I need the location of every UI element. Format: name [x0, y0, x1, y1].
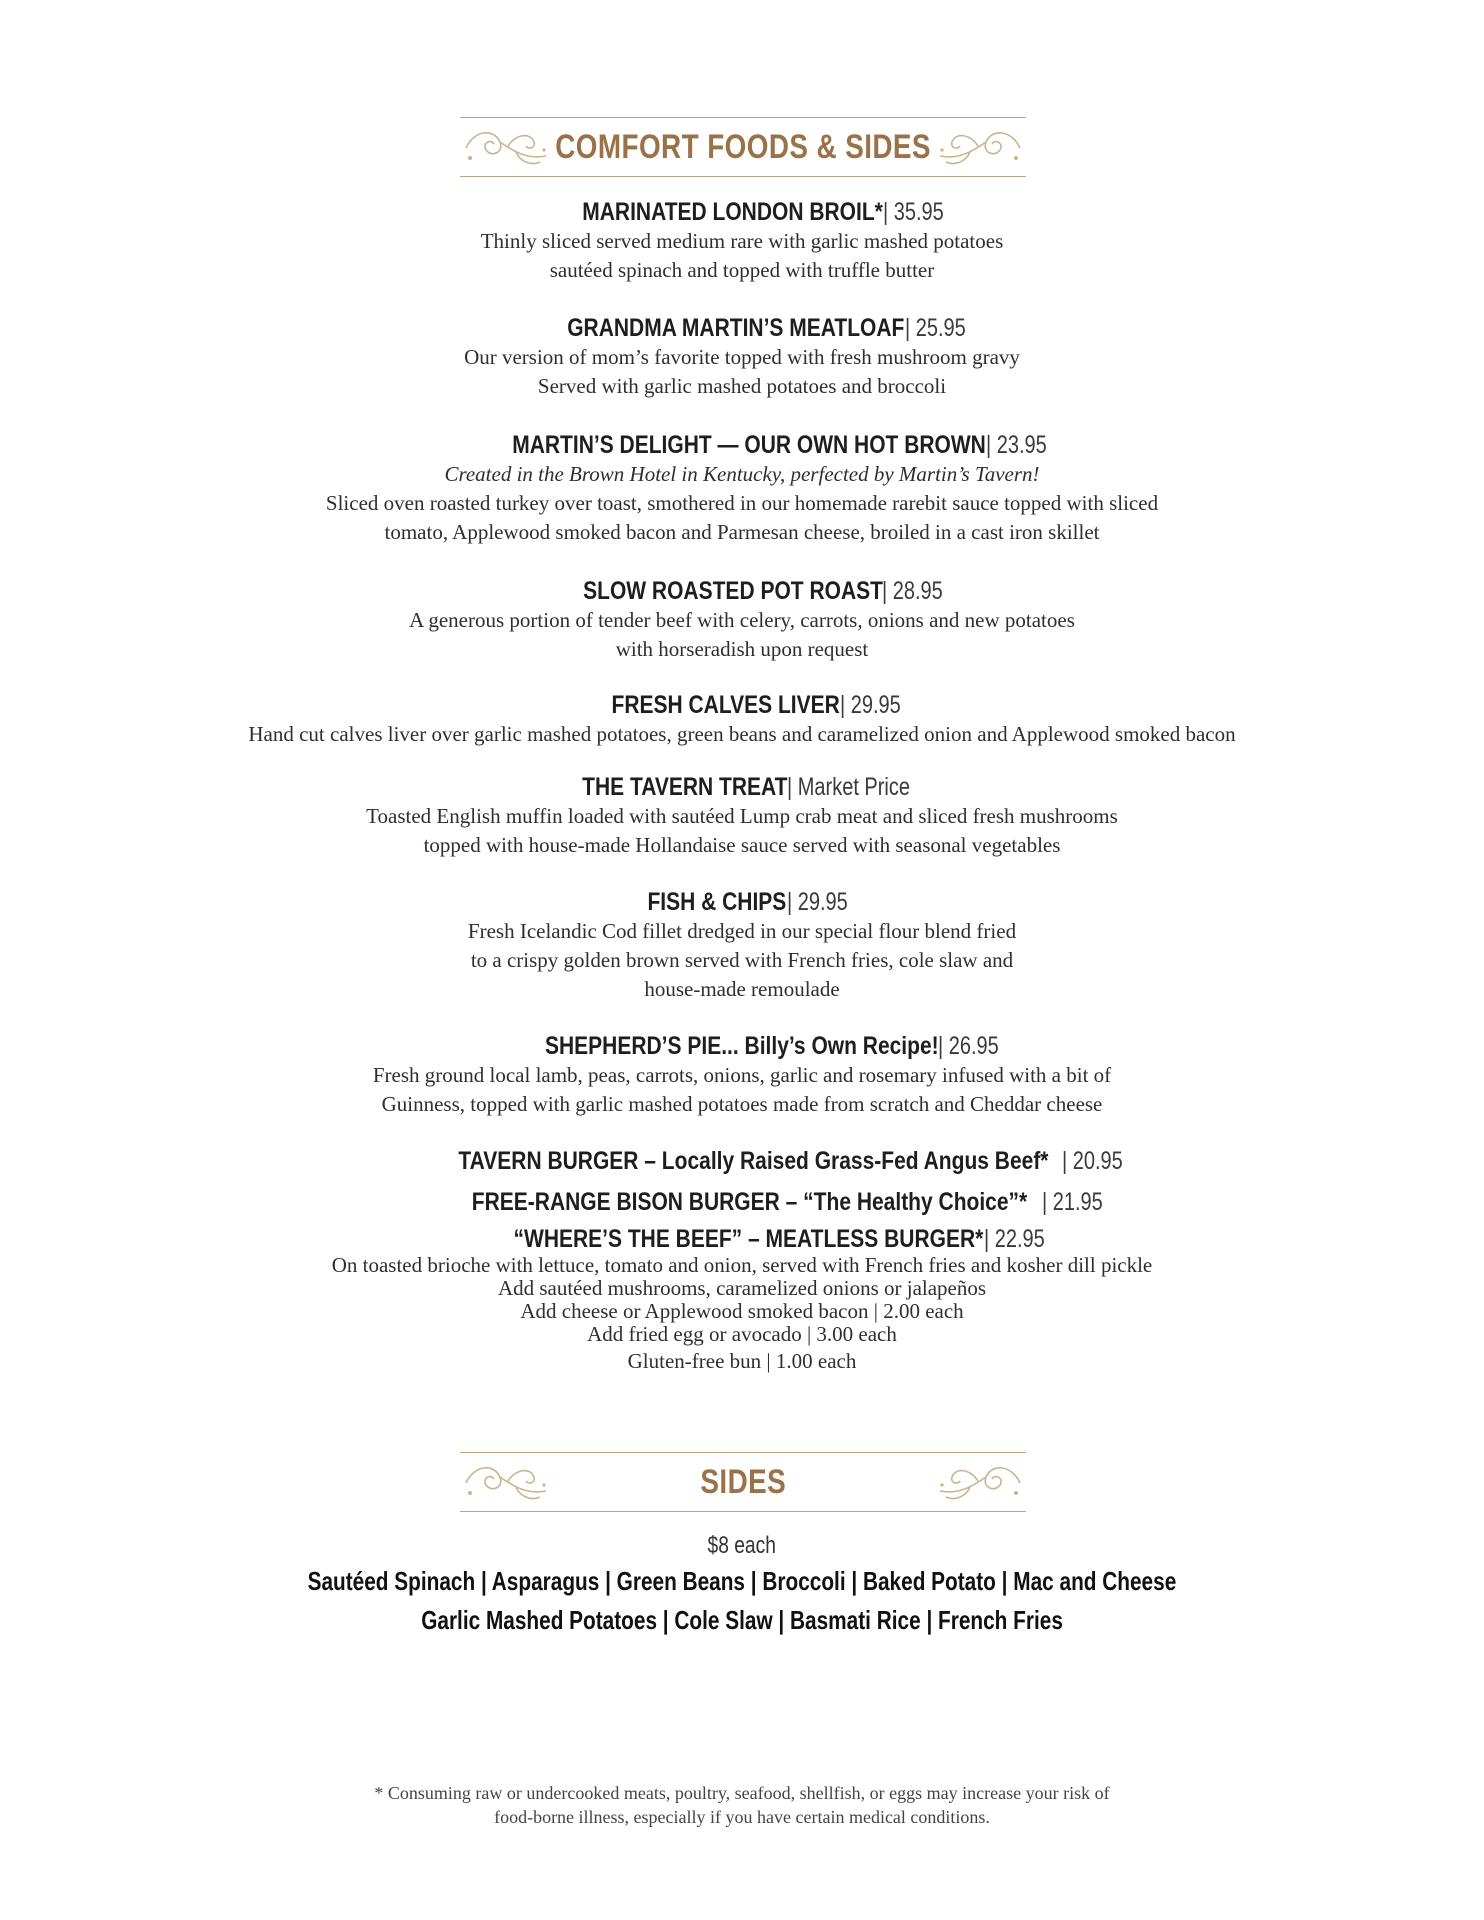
sides-section-title: SIDES: [700, 1462, 786, 1501]
item-price: | 28.95: [882, 577, 944, 605]
item-price: | 20.95: [1062, 1147, 1124, 1175]
flourish-ornament-icon: [934, 1455, 1026, 1507]
item-tagline: Created in the Brown Hotel in Kentucky, perfected by Martin’s Tavern!: [444, 462, 1040, 486]
menu-item: [0, 430, 1484, 547]
item-description: Guinness, topped with garlic mashed potatoes made from scratch and Cheddar cheese: [381, 1092, 1103, 1116]
footnote-line: food-borne illness, especially if you have certain medical conditions.: [494, 1807, 990, 1827]
burger-addon: Add cheese or Applewood smoked bacon | 2.00 each: [520, 1299, 964, 1323]
item-price: | 25.95: [904, 314, 966, 342]
comfort-section-title: COMFORT FOODS & SIDES: [555, 127, 931, 166]
item-description: Fresh ground local lamb, peas, carrots, onions, garlic and rosemary infused with a bit of: [372, 1063, 1112, 1087]
item-description: Hand cut calves liver over garlic mashed potatoes, green beans and caramelized onion and Applewood smoked bacon: [248, 722, 1236, 746]
item-name: GRANDMA MARTIN’S MEATLOAF: [567, 314, 905, 342]
item-description: Our version of mom’s favorite topped with fresh mushroom gravy: [464, 345, 1020, 369]
item-price: | 29.95: [786, 888, 848, 916]
item-name: MARINATED LONDON BROIL*: [582, 198, 883, 226]
menu-item: [0, 313, 1484, 401]
item-name: FRESH CALVES LIVER: [611, 691, 840, 719]
item-description: sautéed spinach and topped with truffle butter: [549, 258, 935, 282]
item-description: with horseradish upon request: [615, 637, 869, 661]
item-price: | 26.95: [938, 1032, 1000, 1060]
item-description: Fresh Icelandic Cod fillet dredged in our special flour blend fried: [467, 919, 1017, 943]
health-disclaimer: [0, 1781, 1484, 1829]
item-description: topped with house-made Hollandaise sauce served with seasonal vegetables: [423, 833, 1061, 857]
item-name: MARTIN’S DELIGHT — OUR OWN HOT BROWN: [512, 431, 986, 459]
item-name: THE TAVERN TREAT: [582, 773, 788, 801]
burger-heading: [0, 1146, 1484, 1176]
item-name: FISH & CHIPS: [647, 888, 787, 916]
menu-item: [0, 197, 1484, 285]
burger-addon: Add fried egg or avocado | 3.00 each: [587, 1322, 897, 1346]
flourish-ornament-icon: [934, 120, 1026, 172]
burger-addon: Gluten-free bun | 1.00 each: [627, 1349, 857, 1373]
item-description: Thinly sliced served medium rare with garlic mashed potatoes: [480, 229, 1004, 253]
item-price: | 35.95: [882, 198, 944, 226]
burger-heading: [0, 1224, 1484, 1254]
burger-addon: Add sautéed mushrooms, caramelized onions or jalapeños: [497, 1276, 987, 1300]
item-name: TAVERN BURGER – Locally Raised Grass-Fed Angus Beef*: [458, 1147, 1049, 1175]
menu-item: [0, 690, 1484, 749]
item-price: | Market Price: [787, 773, 911, 801]
item-description: A generous portion of tender beef with celery, carrots, onions and new potatoes: [409, 608, 1075, 632]
sides-price-note: $8 each: [707, 1532, 777, 1559]
flourish-ornament-icon: [460, 1455, 552, 1507]
item-description: Toasted English muffin loaded with sautéed Lump crab meat and sliced fresh mushrooms: [366, 804, 1118, 828]
flourish-ornament-icon: [460, 120, 552, 172]
menu-item: [0, 576, 1484, 664]
footnote-line: * Consuming raw or undercooked meats, poultry, seafood, shellfish, or eggs may increase your risk of: [374, 1783, 1110, 1803]
item-name: FREE-RANGE BISON BURGER – “The Healthy Choice”*: [472, 1188, 1028, 1216]
burger-description: [0, 1254, 1484, 1376]
comfort-section-banner: [460, 117, 1026, 177]
item-name: SLOW ROASTED POT ROAST: [582, 577, 883, 605]
sides-list-line: Garlic Mashed Potatoes | Cole Slaw | Basmati Rice | French Fries: [421, 1605, 1063, 1635]
item-name: “WHERE’S THE BEEF” – MEATLESS BURGER*: [513, 1225, 984, 1253]
item-description: Served with garlic mashed potatoes and broccoli: [537, 374, 947, 398]
sides-list-line: Sautéed Spinach | Asparagus | Green Beans | Broccoli | Baked Potato | Mac and Cheese: [307, 1566, 1177, 1596]
item-price: | 21.95: [1041, 1188, 1103, 1216]
burger-description-line: On toasted brioche with lettuce, tomato and onion, served with French fries and kosher dill pickle: [331, 1253, 1153, 1277]
item-price: | 29.95: [839, 691, 901, 719]
item-description: to a crispy golden brown served with French fries, cole slaw and: [470, 948, 1014, 972]
sides-section-banner: [460, 1452, 1026, 1512]
menu-item: [0, 1031, 1484, 1119]
menu-item: [0, 887, 1484, 1004]
menu-item: [0, 772, 1484, 860]
item-price: | 22.95: [983, 1225, 1045, 1253]
item-price: | 23.95: [985, 431, 1047, 459]
item-description: house-made remoulade: [644, 977, 840, 1001]
item-name: SHEPHERD’S PIE... Billy’s Own Recipe!: [544, 1032, 939, 1060]
burger-heading: [0, 1187, 1484, 1217]
item-description: Sliced oven roasted turkey over toast, smothered in our homemade rarebit sauce topped with sliced: [325, 491, 1159, 515]
item-description: tomato, Applewood smoked bacon and Parmesan cheese, broiled in a cast iron skillet: [384, 520, 1100, 544]
